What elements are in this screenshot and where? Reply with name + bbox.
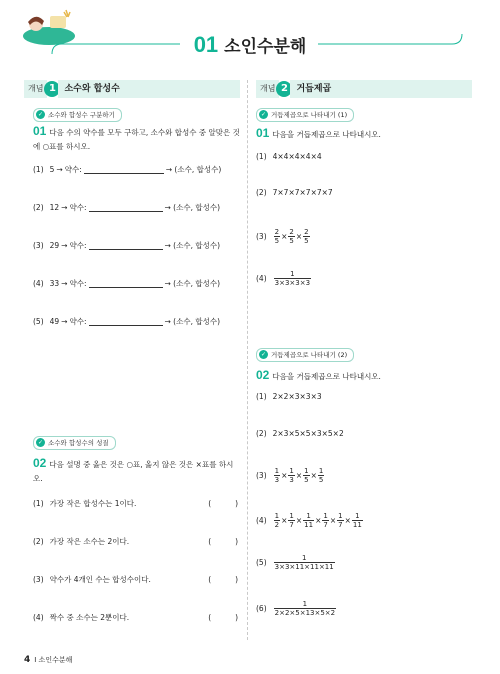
subtopic-label: ✓ 거듭제곱으로 나타내기 (1) — [256, 108, 354, 122]
question-02 — [256, 368, 471, 384]
chapter-number: 01 — [193, 32, 219, 57]
question-02 — [33, 456, 241, 486]
answer-paren[interactable]: ( ) — [208, 613, 238, 622]
chapter-heading — [0, 32, 500, 58]
check-icon: ✓ — [260, 351, 267, 358]
answer-blank[interactable] — [89, 279, 163, 288]
answer-paren[interactable]: ( ) — [208, 499, 238, 508]
fraction: $\frac{1}{2\times 2\times 5\times 13\times 5\times 2}$ — [274, 600, 336, 617]
fraction: $\frac{1}{7}$ — [289, 512, 294, 529]
fraction: $\frac{1}{7}$ — [338, 512, 343, 529]
fraction: $\frac{1}{11}$ — [304, 512, 314, 529]
footer-section: I 소인수분해 — [34, 656, 73, 664]
concept-title: 거듭제곱 — [290, 80, 472, 98]
list-item: (4) 33 → 약수: → (소수, 합성수) — [33, 279, 221, 288]
fraction: $\frac{1}{11}$ — [352, 512, 362, 529]
page-number: 4 — [24, 655, 31, 665]
question-01 — [33, 124, 241, 154]
list-item: (4) 짝수 중 소수는 2뿐이다. ( ) — [33, 613, 238, 622]
check-icon: ✓ — [37, 439, 44, 446]
fraction: $\frac{1}{3\times 3\times 11\times 11\times 11}$ — [274, 554, 334, 571]
question-text: 다음을 거듭제곱으로 나타내시오. — [272, 372, 381, 381]
list-item: (6) $\frac{1}{2\times 2\times 5\times 13\times 5\times 2}$ — [256, 600, 336, 617]
fraction: $\frac{1}{5}$ — [304, 467, 309, 484]
fraction: $\frac{1}{3}$ — [274, 467, 280, 484]
concept-1-header — [24, 80, 240, 98]
chapter-title: 소인수분해 — [224, 37, 307, 57]
list-item: (2) 12 → 약수: → (소수, 합성수) — [33, 203, 221, 212]
fraction: $\frac{1}{5}$ — [318, 467, 324, 484]
answer-blank[interactable] — [89, 317, 163, 326]
answer-paren[interactable]: ( ) — [208, 537, 238, 546]
fraction: $\frac{2}{5}$ — [274, 228, 280, 245]
question-text: 다음 설명 중 옳은 것은 ○표, 옳지 않은 것은 ×표를 하시오. — [33, 460, 234, 483]
answer-blank[interactable] — [84, 165, 164, 174]
question-number: 01 — [33, 124, 47, 138]
concept-number: 1 — [44, 81, 60, 97]
fraction: $\frac{2}{5}$ — [304, 228, 309, 245]
fraction: $\frac{1}{7}$ — [323, 512, 328, 529]
list-item: (1) 가장 작은 합성수는 1이다. ( ) — [33, 499, 238, 508]
answer-blank[interactable] — [89, 241, 163, 250]
subtopic-label: ✓ 거듭제곱으로 나타내기 (2) — [256, 348, 354, 362]
list-item: (3) $\frac{1}{3}$ × $\frac{1}{3}$ × $\frac{1}{5}$ × $\frac{1}{5}$ — [256, 467, 324, 484]
fraction: $\frac{1}{3\times 3\times 3\times 3}$ — [274, 270, 311, 287]
concept-title: 소수와 합성수 — [58, 80, 240, 98]
list-item: (2) 2×3×5×5×3×5×2 — [256, 429, 344, 438]
column-divider — [247, 80, 248, 640]
subtopic-label: ✓ 소수와 합성수 구분하기 — [33, 108, 122, 122]
question-text: 다음을 거듭제곱으로 나타내시오. — [272, 130, 381, 139]
list-item: (2) 가장 작은 소수는 2이다. ( ) — [33, 537, 238, 546]
answer-paren[interactable]: ( ) — [208, 575, 238, 584]
list-item: (1) 2×2×3×3×3 — [256, 392, 322, 401]
check-icon: ✓ — [260, 111, 267, 118]
fraction: $\frac{1}{3}$ — [289, 467, 294, 484]
list-item: (5) $\frac{1}{3\times 3\times 11\times 11\times 11}$ — [256, 554, 334, 571]
list-item: (3) $\frac{2}{5}$ × $\frac{2}{5}$ × $\frac{2}{5}$ — [256, 228, 309, 245]
concept-tag: 개념 — [256, 80, 279, 98]
list-item: (1) 5 → 약수: → (소수, 합성수) — [33, 165, 222, 174]
concept-2-header — [256, 80, 472, 98]
fraction: $\frac{1}{2}$ — [274, 512, 280, 529]
list-item: (3) 29 → 약수: → (소수, 합성수) — [33, 241, 221, 250]
answer-blank[interactable] — [89, 203, 163, 212]
list-item: (5) 49 → 약수: → (소수, 합성수) — [33, 317, 221, 326]
question-text: 다음 수의 약수를 모두 구하고, 소수와 합성수 중 알맞은 것에 ○표를 하시오. — [33, 128, 240, 151]
check-icon: ✓ — [37, 111, 44, 118]
question-number: 02 — [33, 456, 47, 470]
list-item: (2) 7×7×7×7×7×7 — [256, 188, 333, 197]
page-footer — [24, 655, 72, 665]
list-item: (3) 약수가 4개인 수는 합성수이다. ( ) — [33, 575, 238, 584]
question-number: 01 — [256, 126, 270, 140]
concept-tag: 개념 — [24, 80, 47, 98]
list-item: (1) 4×4×4×4×4 — [256, 152, 322, 161]
list-item: (4) $\frac{1}{2}$ × $\frac{1}{7}$ × $\frac{1}{11}$ × $\frac{1}{7}$ × $\frac{1}{7}$ × $\frac{1}{11}$ — [256, 512, 362, 529]
concept-number: 2 — [276, 81, 292, 97]
question-number: 02 — [256, 368, 270, 382]
list-item: (4) $\frac{1}{3\times 3\times 3\times 3}$ — [256, 270, 311, 287]
subtopic-label: ✓ 소수와 합성수의 성질 — [33, 436, 116, 450]
fraction: $\frac{2}{5}$ — [289, 228, 294, 245]
question-01 — [256, 126, 471, 142]
